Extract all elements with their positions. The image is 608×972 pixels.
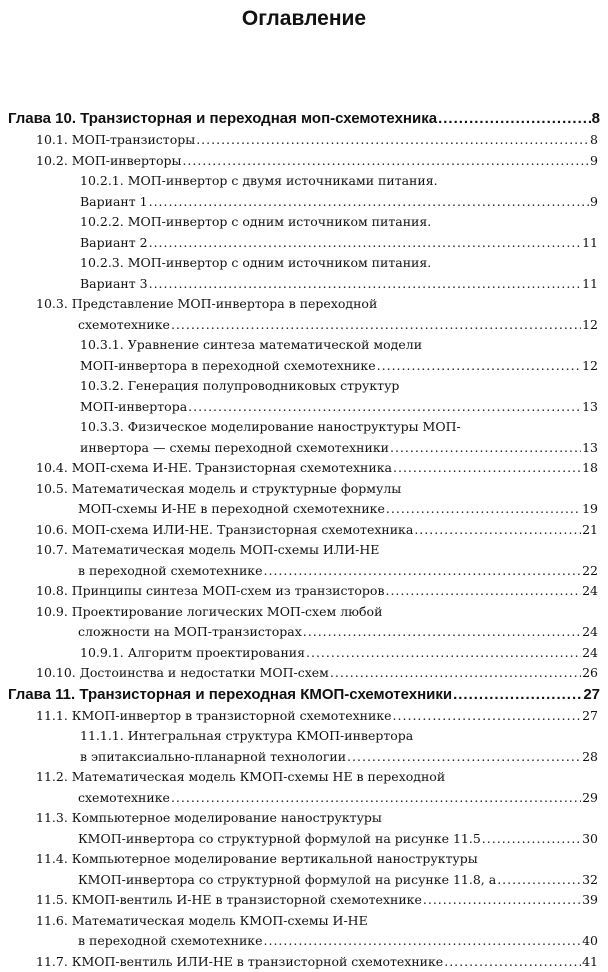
toc-entry-title: 10.5. Математическая модель и структурные формулы [36,479,401,500]
toc-entry[interactable] [0,911,608,952]
toc-entry[interactable] [0,417,608,458]
dot-leader [393,458,581,479]
toc-entry[interactable] [0,294,608,335]
toc-page-number: 12 [582,356,598,377]
toc-entry[interactable] [0,171,608,212]
toc-entry-title: инвертора — схемы переходной схемотехники [80,438,389,459]
toc-entry[interactable] [0,849,608,890]
toc-page-number: 41 [582,952,598,972]
toc-page-number: 9 [590,151,598,172]
toc-entry[interactable] [0,376,608,417]
toc-entry[interactable] [0,643,608,664]
dot-leader [423,890,581,911]
toc-entry-title: 10.10. Достоинства и недостатки МОП-схем [36,663,329,684]
toc-page-number: 9 [590,192,598,213]
toc-entry[interactable] [0,151,608,172]
toc-entry[interactable] [0,253,608,294]
toc-page-number: 21 [582,520,598,541]
toc-entry-title: 10.1. МОП-транзисторы [36,130,195,151]
toc-page-number: 39 [582,890,598,911]
dot-leader [188,397,581,418]
toc-entry-title: 10.2.1. МОП-инвертор с двумя источниками питания. [80,171,438,192]
dot-leader [385,581,581,602]
toc-entry-title: в эпитаксиально-планарной технологии [80,747,346,768]
toc-page-number: 40 [582,931,598,952]
dot-leader [377,356,581,377]
toc-entry-title: 11.6. Математическая модель КМОП-схемы И-НЕ [36,911,368,932]
toc-page-number: 24 [582,581,598,602]
toc-page-number: 13 [582,397,598,418]
toc-page-number: 27 [582,706,598,727]
toc-entry-title: МОП-схемы И-НЕ в переходной схемотехнике [78,499,385,520]
toc-entry-title: Глава 10. Транзисторная и переходная моп-схемотехника [8,108,437,130]
toc-entry-title: 10.2.2. МОП-инвертор с одним источником питания. [80,212,431,233]
dot-leader [303,622,581,643]
toc-page-number: 8 [592,108,600,130]
table-of-contents [0,108,608,972]
toc-chapter-entry[interactable] [0,684,608,706]
toc-entry-title: 11.3. Компьютерное моделирование наноструктуры [36,808,382,829]
dot-leader [444,952,581,972]
dot-leader [482,829,581,850]
toc-entry[interactable] [0,663,608,684]
toc-entry-title: 11.5. КМОП-вентиль И-НЕ в транзисторной схемотехнике [36,890,422,911]
dot-leader [264,931,582,952]
toc-entry-title: 11.1. КМОП-инвертор в транзисторной схемотехнике [36,706,392,727]
toc-entry-title: 10.9.1. Алгоритм проектирования [80,643,305,664]
toc-page-number: 30 [582,829,598,850]
toc-entry-title: 10.9. Проектирование логических МОП-схем любой [36,602,382,623]
toc-entry-title: КМОП-инвертора со структурной формулой на рисунке 11.5 [78,829,481,850]
dot-leader [330,663,581,684]
toc-page-number: 29 [582,788,598,809]
toc-entry-title: схемотехнике [78,315,170,336]
dot-leader [171,315,581,336]
dot-leader [386,499,581,520]
toc-entry-title: Вариант 1 [80,192,148,213]
toc-entry-title: 11.1.1. Интегральная структура КМОП-инвертора [80,726,413,747]
toc-entry-title: 10.3.1. Уравнение синтеза математической модели [80,335,422,356]
dot-leader [414,520,581,541]
dot-leader [171,788,581,809]
toc-entry[interactable] [0,706,608,727]
dot-leader [453,684,582,706]
dot-leader [438,108,591,130]
dot-leader [390,438,581,459]
dot-leader [347,747,581,768]
dot-leader [196,130,589,151]
dot-leader [149,233,581,254]
toc-page-number: 24 [582,622,598,643]
toc-entry[interactable] [0,726,608,767]
toc-page-number: 27 [583,684,600,706]
toc-entry-title: 10.2.3. МОП-инвертор с одним источником питания. [80,253,431,274]
toc-page-number: 28 [582,747,598,768]
dot-leader [306,643,581,664]
toc-entry[interactable] [0,808,608,849]
toc-entry[interactable] [0,212,608,253]
toc-entry-title: 10.2. МОП-инверторы [36,151,181,172]
toc-entry[interactable] [0,520,608,541]
toc-entry[interactable] [0,540,608,581]
dot-leader [497,870,581,891]
toc-entry-title: 11.4. Компьютерное моделирование вертикальной наноструктуры [36,849,478,870]
toc-entry-title: 10.3. Представление МОП-инвертора в переходной [36,294,377,315]
toc-entry-title: КМОП-инвертора со структурной формулой на рисунке 11.8, а [78,870,496,891]
toc-entry-title: Вариант 3 [80,274,148,295]
toc-page-number: 22 [582,561,598,582]
toc-entry[interactable] [0,602,608,643]
toc-entry-title: сложности на МОП-транзисторах [78,622,302,643]
toc-entry[interactable] [0,581,608,602]
toc-page-number: 12 [582,315,598,336]
toc-entry-title: в переходной схемотехнике [78,561,263,582]
toc-entry-title: 10.6. МОП-схема ИЛИ-НЕ. Транзисторная схемотехника [36,520,413,541]
toc-page-number: 11 [582,274,598,295]
toc-entry[interactable] [0,130,608,151]
toc-chapter-entry[interactable] [0,108,608,130]
toc-page-number: 24 [582,643,598,664]
dot-leader [149,192,589,213]
toc-entry-title: 11.7. КМОП-вентиль ИЛИ-НЕ в транзисторной схемотехнике [36,952,443,972]
toc-entry-title: МОП-инвертора в переходной схемотехнике [80,356,376,377]
toc-entry-title: 10.3.2. Генерация полупроводниковых структур [80,376,399,397]
toc-entry-title: 11.2. Математическая модель КМОП-схемы НЕ в переходной [36,767,445,788]
toc-entry[interactable] [0,767,608,808]
toc-entry-title: 10.3.3. Физическое моделирование наноструктуры МОП- [80,417,461,438]
dot-leader [182,151,589,172]
dot-leader [149,274,581,295]
toc-entry-title: 10.8. Принципы синтеза МОП-схем из транзисторов [36,581,384,602]
toc-entry-title: 10.7. Математическая модель МОП-схемы ИЛИ-НЕ [36,540,379,561]
toc-page-number: 19 [582,499,598,520]
toc-page-number: 11 [582,233,598,254]
toc-entry[interactable] [0,458,608,479]
toc-entry-title: МОП-инвертора [80,397,187,418]
toc-entry[interactable] [0,479,608,520]
toc-page-number: 18 [582,458,598,479]
dot-leader [264,561,582,582]
toc-entry-title: Глава 11. Транзисторная и переходная КМОП-схемотехники [8,684,452,706]
toc-entry-title: Вариант 2 [80,233,148,254]
toc-page-number: 26 [582,663,598,684]
toc-entry[interactable] [0,952,608,972]
toc-entry-title: 10.4. МОП-схема И-НЕ. Транзисторная схемотехника [36,458,392,479]
toc-entry[interactable] [0,335,608,376]
toc-entry-title: схемотехнике [78,788,170,809]
toc-page-number: 13 [582,438,598,459]
toc-page-number: 8 [590,130,598,151]
toc-entry-title: в переходной схемотехнике [78,931,263,952]
toc-page-number: 32 [582,870,598,891]
page-title: Оглавление [0,7,608,31]
dot-leader [393,706,582,727]
toc-entry[interactable] [0,890,608,911]
